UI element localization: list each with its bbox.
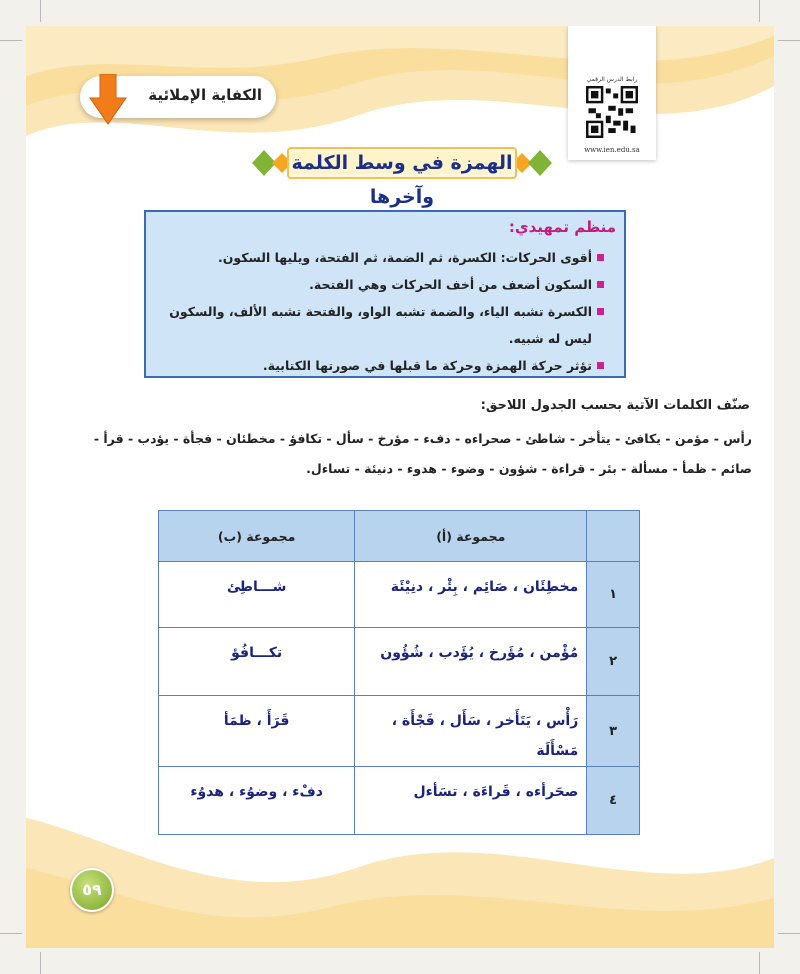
row-number: ٣: [587, 696, 640, 767]
section-tab-label: الكفاية الإملائية: [148, 86, 262, 104]
table-row: [159, 767, 640, 835]
group-a-text: صحَرأءه ، قَراءَة ، تسَأءل: [413, 784, 579, 800]
intro-title: منظم تمهيدي:: [508, 218, 616, 236]
group-a-text: مُؤْمن ، مُؤَرخ ، يُؤَدب ، شُؤُون: [380, 645, 579, 661]
group-a-text: مخطِئَان ، صَائِم ، بِئْر ، دنِيْئَة: [390, 579, 579, 595]
group-b-text: دفْء ، وضوُء ، هدوُء: [190, 784, 323, 800]
group-a-cell: [355, 767, 587, 835]
group-a-cell: [355, 628, 587, 696]
down-arrow-icon: [88, 74, 128, 126]
table-header-row: [159, 511, 640, 562]
words-line-1: رأس - مؤمن - يكافئ - يتأخر - شاطئ - صحراءه - دفء - مؤرخ - سأل - تكافؤ - مخطئان - فجأة - يؤدب - قرأ -: [93, 431, 752, 446]
header-num: [587, 511, 640, 562]
crop-mark: [0, 933, 22, 934]
group-b-text: تكـــافُؤ: [231, 645, 283, 661]
textbook-page: [26, 26, 774, 948]
crop-mark: [759, 0, 760, 22]
qr-code-icon: [586, 86, 638, 138]
table-row: [159, 628, 640, 696]
classification-table: [158, 510, 640, 835]
group-a-cell: [355, 696, 587, 767]
section-tab: [80, 76, 276, 118]
group-b-cell: [159, 628, 355, 696]
row-number: ٢: [587, 628, 640, 696]
exercise-words: [32, 424, 752, 484]
crop-mark: [778, 40, 800, 41]
header-group-a: مجموعة (أ): [355, 511, 587, 562]
words-line-2: صائم - ظمأ - مسألة - بئر - قراءة - شؤون - وضوء - هدوء - دنيئة - تساءل.: [306, 461, 752, 476]
list-item: أقوى الحركات: الكسرة، ثم الضمة، ثم الفتحة، ويليها السكون.: [164, 244, 604, 271]
qr-card[interactable]: [568, 26, 656, 160]
crop-mark: [40, 0, 41, 22]
list-item: الكسرة تشبه الياء، والضمة تشبه الواو، والفتحة تشبه الألف، والسكون ليس له شبيه.: [164, 298, 604, 352]
row-number: ٤: [587, 767, 640, 835]
list-item: السكون أضعف من أخف الحركات وهي الفتحة.: [164, 271, 604, 298]
table-row: [159, 696, 640, 767]
intro-list: [164, 244, 604, 379]
group-a-cell: [355, 562, 587, 628]
group-b-text: شـــاطِئ: [226, 579, 287, 595]
header-group-b: مجموعة (ب): [159, 511, 355, 562]
qr-url: www.ien.edu.sa: [584, 146, 640, 154]
intro-organizer-box: [144, 210, 626, 378]
group-b-cell: [159, 696, 355, 767]
group-b-cell: [159, 767, 355, 835]
page-number: ٥٩: [70, 868, 114, 912]
crop-mark: [778, 933, 800, 934]
group-a-text: رَأْس ، يَتَأَخر ، سَأَل ، فَجْأَة ، مَسْأَلَة: [391, 713, 579, 759]
table-row: [159, 562, 640, 628]
list-item: تؤثر حركة الهمزة وحركة ما قبلها في صورتها الكتابية.: [164, 352, 604, 379]
crop-mark: [40, 952, 41, 974]
lesson-title: الهمزة في وسط الكلمة وآخرها: [291, 152, 513, 208]
crop-mark: [759, 952, 760, 974]
qr-caption: رابط الدرس الرقمي: [586, 76, 638, 83]
crop-mark: [0, 40, 22, 41]
group-b-text: قَرَأَ ، ظمَأ: [223, 713, 290, 729]
row-number: ١: [587, 562, 640, 628]
exercise-instruction: صنّف الكلمات الآتية بحسب الجدول اللاحق:: [480, 398, 750, 413]
group-b-cell: [159, 562, 355, 628]
